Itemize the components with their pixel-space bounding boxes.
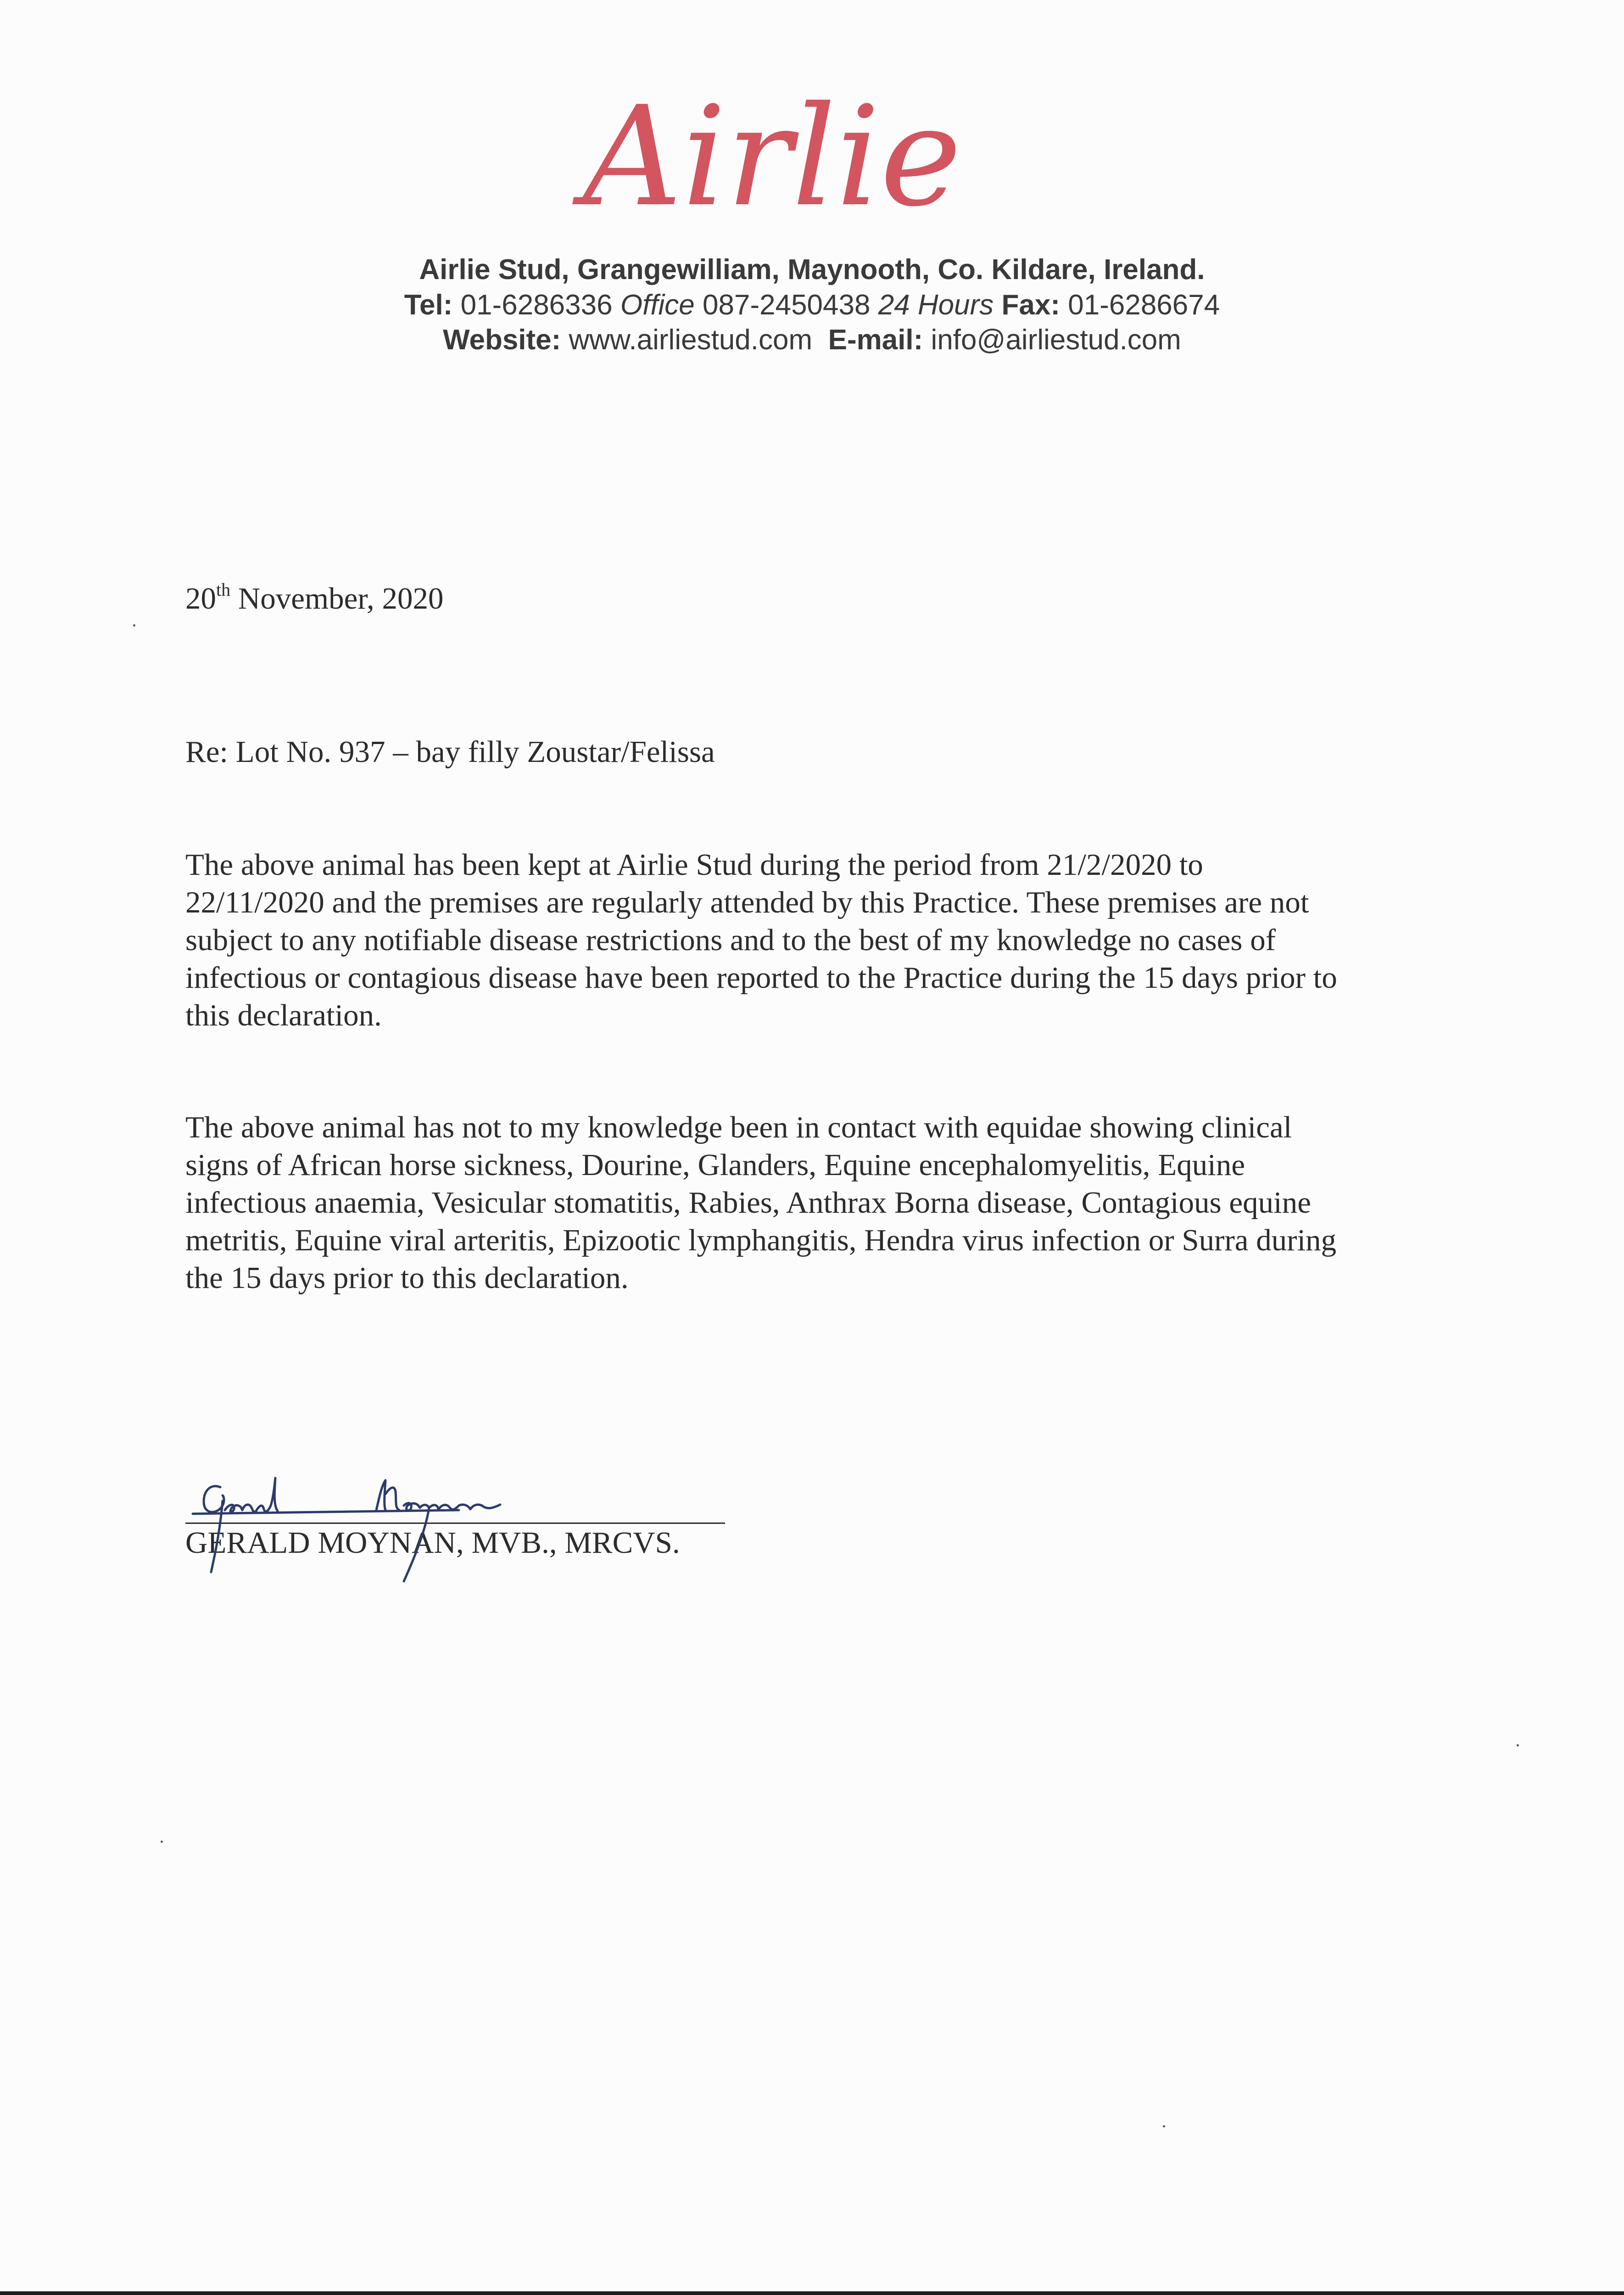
- contact-phone-line: [0, 288, 1624, 323]
- airlie-logo: [564, 80, 1042, 246]
- tel-office-label: Office: [620, 289, 695, 321]
- scan-speck: [161, 1841, 163, 1843]
- fax-number: 01-6286674: [1068, 289, 1220, 321]
- paragraph-1: [185, 846, 1424, 1034]
- re-line: Re: Lot No. 937 – bay filly Zoustar/Felissa: [185, 735, 715, 769]
- email-link[interactable]: info@airliestud.com: [931, 324, 1181, 356]
- logo-text: Airlie: [583, 80, 962, 237]
- paragraph-line: this declaration.: [185, 998, 382, 1032]
- scan-bottom-edge: [0, 2291, 1624, 2295]
- website-label: Website:: [443, 324, 561, 356]
- paragraph-2: [185, 1108, 1424, 1297]
- paragraph-line: The above animal has been kept at Airlie Stud during the period from 21/2/2020 to: [185, 848, 1203, 882]
- email-label: E-mail:: [828, 324, 923, 356]
- tel-office-number: 01-6286336: [460, 289, 613, 321]
- tel-24h-number: 087-2450438: [703, 289, 871, 321]
- paragraph-line: The above animal has not to my knowledge been in contact with equidae showing clinical: [185, 1110, 1292, 1144]
- tel-24h-label: 24 Hours: [878, 289, 994, 321]
- address-line: Airlie Stud, Grangewilliam, Maynooth, Co. Kildare, Ireland.: [419, 254, 1205, 285]
- paragraph-line: 22/11/2020 and the premises are regularly attended by this Practice. These premises are not: [185, 885, 1309, 919]
- handwritten-signature: [184, 1460, 597, 1597]
- scan-speck: [133, 624, 135, 627]
- website-link[interactable]: www.airliestud.com: [569, 324, 813, 356]
- paragraph-line: the 15 days prior to this declaration.: [185, 1261, 629, 1295]
- contact-web-line: [0, 323, 1624, 358]
- paragraph-line: subject to any notifiable disease restrictions and to the best of my knowledge no cases of: [185, 923, 1276, 957]
- signatory-name: GERALD MOYNAN, MVB., MRCVS.: [185, 1526, 680, 1560]
- letter-date: 20th November, 2020: [185, 579, 444, 616]
- scan-speck: [1517, 1744, 1519, 1746]
- paragraph-line: infectious or contagious disease have been reported to the Practice during the 15 days prior to: [185, 961, 1337, 995]
- scan-speck: [1163, 2125, 1165, 2127]
- tel-label: Tel:: [404, 289, 453, 321]
- paragraph-line: infectious anaemia, Vesicular stomatitis, Rabies, Anthrax Borna disease, Contagious equine: [185, 1186, 1311, 1220]
- fax-label: Fax:: [1001, 289, 1060, 321]
- paragraph-line: metritis, Equine viral arteritis, Epizootic lymphangitis, Hendra virus infection or Surra during: [185, 1223, 1337, 1257]
- paragraph-line: signs of African horse sickness, Dourine, Glanders, Equine encephalomyelitis, Equine: [185, 1148, 1245, 1182]
